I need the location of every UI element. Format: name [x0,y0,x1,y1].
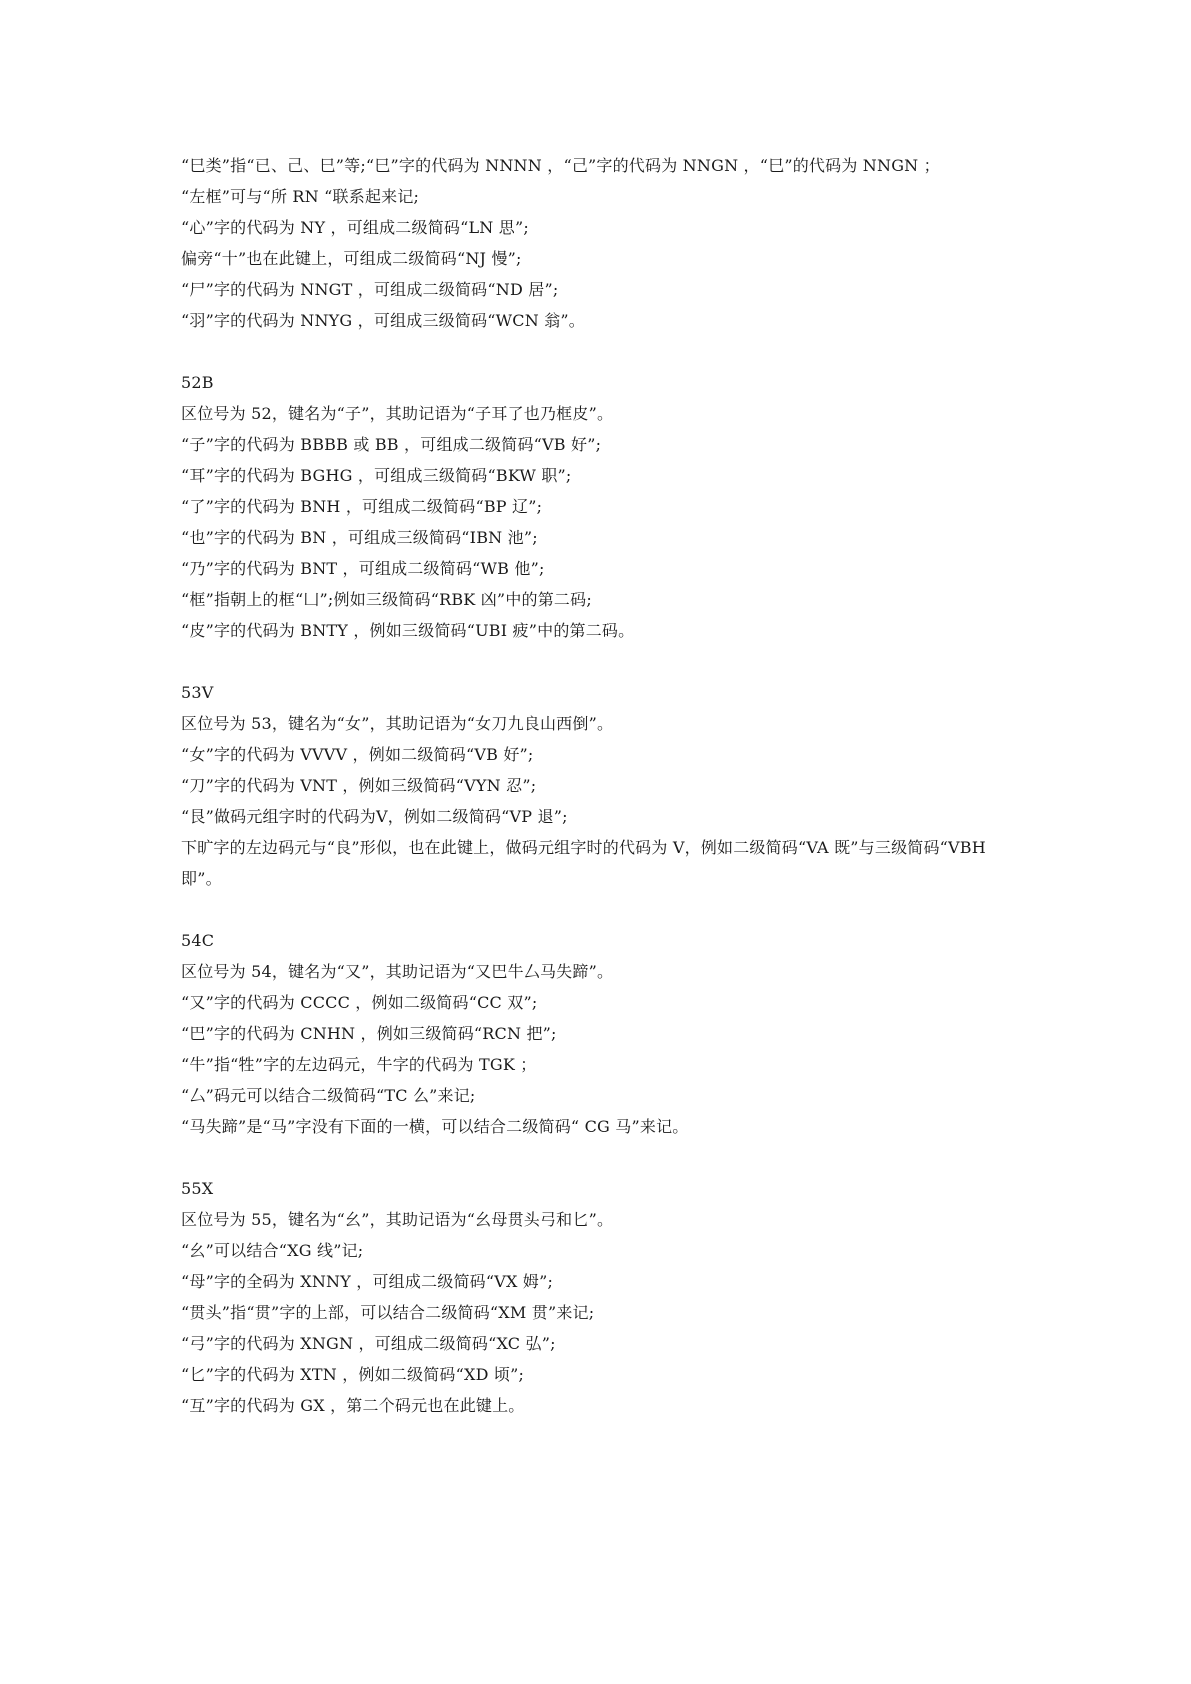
section-line: “皮”字的代码为 BNTY ，例如三级简码“UBI 疲”中的第二码。 [181,621,635,640]
section-line: “艮”做码元组字时的代码为V，例如二级简码“VP 退”; [181,807,568,826]
section-line: 区位号为 55，键名为“幺”，其助记语为“幺母贯头弓和匕”。 [181,1210,614,1229]
section-line: “子”字的代码为 BBBB 或 BB ，可组成二级简码“VB 好”; [181,435,602,454]
intro-line: 偏旁“十”也在此键上，可组成二级简码“NJ 慢”; [181,249,522,268]
section-line: “女”字的代码为 VVVV ，例如二级简码“VB 好”; [181,745,534,764]
intro-line: “羽”字的代码为 NNYG ，可组成三级简码“WCN 翁”。 [181,311,586,330]
section-line: “框”指朝上的框“凵”;例如三级简码“RBK 凶”中的第二码; [181,590,592,609]
intro-line: “尸”字的代码为 NNGT ，可组成二级简码“ND 居”; [181,280,559,299]
section-52b [181,367,1031,646]
section-53v [181,677,1031,894]
section-line: “幺”可以结合“XG 线”记; [181,1241,364,1260]
section-heading: 53V [181,683,214,702]
section-line: “弓”字的代码为 XNGN ，可组成二级简码“XC 弘”; [181,1334,556,1353]
section-54c [181,925,1031,1142]
intro-line: “巳类”指“已、己、巳”等;“巳”字的代码为 NNNN ，“己”字的代码为 NNGN ，“巳”的代码为 NNGN ； [181,156,940,175]
section-line: “互”字的代码为 GX ，第二个码元也在此键上。 [181,1396,525,1415]
section-line: “巴”字的代码为 CNHN ，例如三级简码“RCN 把”; [181,1024,557,1043]
section-line: “又”字的代码为 CCCC ，例如二级简码“CC 双”; [181,993,538,1012]
intro-block [181,150,1031,336]
section-line: “乃”字的代码为 BNT ，可组成二级简码“WB 他”; [181,559,545,578]
document-page [181,150,1031,1421]
section-line: 区位号为 53，键名为“女”，其助记语为“女刀九良山西倒”。 [181,714,614,733]
section-line: 区位号为 54，键名为“又”，其助记语为“又巴牛厶马失蹄”。 [181,962,614,981]
section-line: “刀”字的代码为 VNT ，例如三级简码“VYN 忍”; [181,776,537,795]
section-line: 区位号为 52，键名为“子”，其助记语为“子耳了也乃框皮”。 [181,404,614,423]
section-line: “厶”码元可以结合二级简码“TC 么”来记; [181,1086,476,1105]
section-line: “牛”指“牲”字的左边码元，牛字的代码为 TGK ； [181,1055,537,1074]
section-line: “马失蹄”是“马”字没有下面的一横，可以结合二级简码“ CG 马”来记。 [181,1117,689,1136]
section-line: “耳”字的代码为 BGHG ，可组成三级简码“BKW 职”; [181,466,572,485]
section-line: “匕”字的代码为 XTN ，例如二级简码“XD 顷”; [181,1365,525,1384]
section-line: “也”字的代码为 BN ，可组成三级简码“IBN 池”; [181,528,538,547]
section-heading: 52B [181,373,214,392]
section-line: “了”字的代码为 BNH ，可组成二级简码“BP 辽”; [181,497,543,516]
section-line: “贯头”指“贯”字的上部，可以结合二级简码“XM 贯”来记; [181,1303,595,1322]
section-line: 下旷字的左边码元与“良”形似，也在此键上，做码元组字时的代码为 V，例如二级简码“VA 既”与三级简码“VBH 即”。 [181,838,992,888]
intro-line: “心”字的代码为 NY ，可组成二级简码“LN 思”; [181,218,529,237]
section-heading: 55X [181,1179,214,1198]
intro-line: “左框”可与“所 RN “联系起来记; [181,187,420,206]
section-55x [181,1173,1031,1421]
section-heading: 54C [181,931,215,950]
section-line: “母”字的全码为 XNNY ，可组成二级简码“VX 姆”; [181,1272,554,1291]
